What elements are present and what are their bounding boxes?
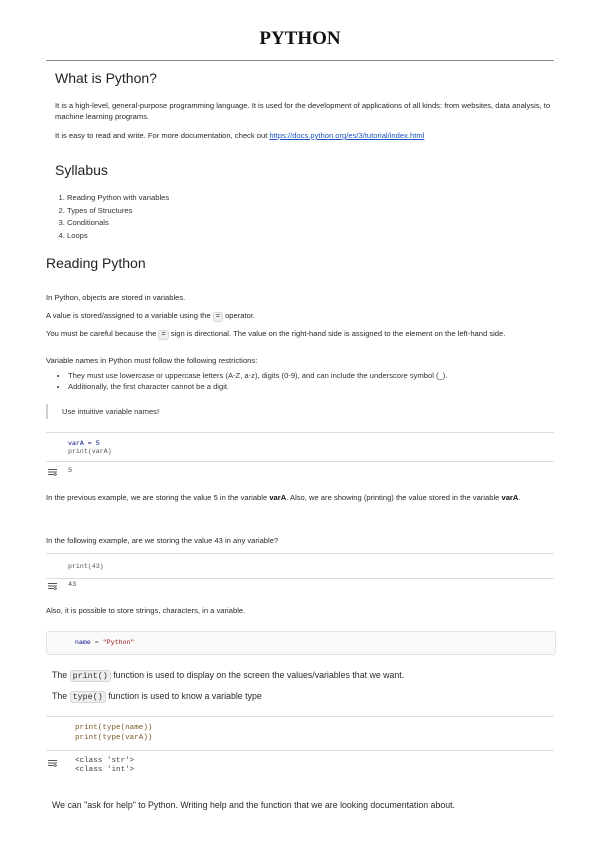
reading-paragraph-8 xyxy=(52,669,404,682)
output-icon xyxy=(47,468,58,476)
list-item: 4. Loops xyxy=(67,230,169,243)
reading-paragraph-3-text: sign is directional. The value on the right-hand side is assigned to the element on the left-hand side. xyxy=(168,329,506,338)
code-cell-divider xyxy=(46,716,554,717)
operator-badge: = xyxy=(213,312,223,322)
reading-paragraph-10: We can "ask for help" to Python. Writing help and the function that we are looking documentation about. xyxy=(52,800,456,810)
code-cell-3-content xyxy=(75,639,134,647)
code-line: varA = 5 xyxy=(68,440,100,447)
code-token-var: name xyxy=(75,639,91,646)
code-line: print(type(varA)) xyxy=(75,733,153,742)
reading-paragraph-3-text: You must be careful because the xyxy=(46,329,159,338)
code-token-string: "Python" xyxy=(102,639,135,646)
page-title: PYTHON xyxy=(259,28,341,49)
text: function is used to know a variable type xyxy=(105,691,262,701)
tip-text: Use intuitive variable names! xyxy=(62,407,160,416)
reading-paragraph-1: In Python, objects are stored in variables. xyxy=(46,293,186,302)
output-2: 43 xyxy=(68,581,77,589)
output-icon xyxy=(47,582,58,590)
list-item: • Additionally, the first character cannot be a digit. xyxy=(68,381,578,392)
code-line: print(type(name)) xyxy=(75,724,153,732)
output-line: <class 'str'> xyxy=(75,757,135,765)
code-cell-divider xyxy=(46,578,554,579)
reading-paragraph-3 xyxy=(46,328,566,341)
reading-paragraph-6: In the following example, are we storing the value 43 in any variable? xyxy=(46,536,279,545)
text: In the previous example, we are storing the value 5 in the variable xyxy=(46,493,270,502)
output-4 xyxy=(75,757,134,776)
what-is-python-heading: What is Python? xyxy=(55,70,157,86)
what-paragraph-2-text: It is easy to read and write. For more documentation, check out xyxy=(55,131,270,140)
output-line: <class 'int'> xyxy=(75,766,135,775)
text: function is used to display on the screen the values/variables that we want. xyxy=(110,670,405,680)
code-cell-1[interactable] xyxy=(68,440,112,457)
code-cell-divider xyxy=(46,432,554,433)
reading-paragraph-9 xyxy=(52,690,262,703)
text: The xyxy=(52,691,70,701)
code-token-eq: = xyxy=(90,639,103,646)
code-cell-4[interactable] xyxy=(75,724,152,743)
code-cell-divider xyxy=(46,461,554,462)
operator-badge: = xyxy=(158,330,168,340)
list-item: 2. Types of Structures xyxy=(67,205,169,218)
code-cell-divider xyxy=(46,553,554,554)
code-line: print(varA) xyxy=(68,448,112,456)
reading-paragraph-4: Variable names in Python must follow the following restrictions: xyxy=(46,356,258,365)
reading-python-heading: Reading Python xyxy=(46,255,146,271)
output-1: 5 xyxy=(68,467,73,475)
syllabus-heading: Syllabus xyxy=(55,162,108,178)
code-line: print(43) xyxy=(68,563,104,570)
code-cell-divider xyxy=(46,750,554,751)
docs-link[interactable]: https://docs.python.org/es/3/tutorial/index.html xyxy=(269,131,425,140)
text: The xyxy=(52,670,70,680)
output-icon xyxy=(47,759,58,767)
syllabus-list xyxy=(45,192,169,242)
naming-rules-list xyxy=(46,370,578,392)
reading-paragraph-5 xyxy=(46,492,556,503)
text: . Also, we are showing (printing) the value stored in the variable xyxy=(286,493,502,502)
code-cell-2[interactable] xyxy=(68,563,104,571)
reading-paragraph-2 xyxy=(46,310,255,323)
list-item: 1. Reading Python with variables xyxy=(67,192,169,205)
what-paragraph-2 xyxy=(55,130,555,141)
var-name: varA xyxy=(501,493,519,502)
reading-paragraph-7: Also, it is possible to store strings, characters, in a variable. xyxy=(46,606,246,615)
text: . xyxy=(518,493,521,502)
var-name: varA xyxy=(269,493,287,502)
list-item: 3. Conditionals xyxy=(67,217,169,230)
function-badge: print() xyxy=(70,670,111,682)
reading-paragraph-2-text: A value is stored/assigned to a variable using the xyxy=(46,311,213,320)
title-divider xyxy=(46,60,554,61)
tip-callout xyxy=(46,404,159,419)
function-badge: type() xyxy=(70,691,106,703)
what-paragraph-1: It is a high-level, general-purpose programming language. It is used for the development of applications of all kinds: from websites, data analysis, to machine learning programs. xyxy=(55,101,551,121)
list-item: • They must use lowercase or uppercase letters (A-Z, a-z), digits (0-9), and can include the underscore symbol (_). xyxy=(68,370,578,381)
reading-paragraph-2-text: operator. xyxy=(222,311,256,320)
